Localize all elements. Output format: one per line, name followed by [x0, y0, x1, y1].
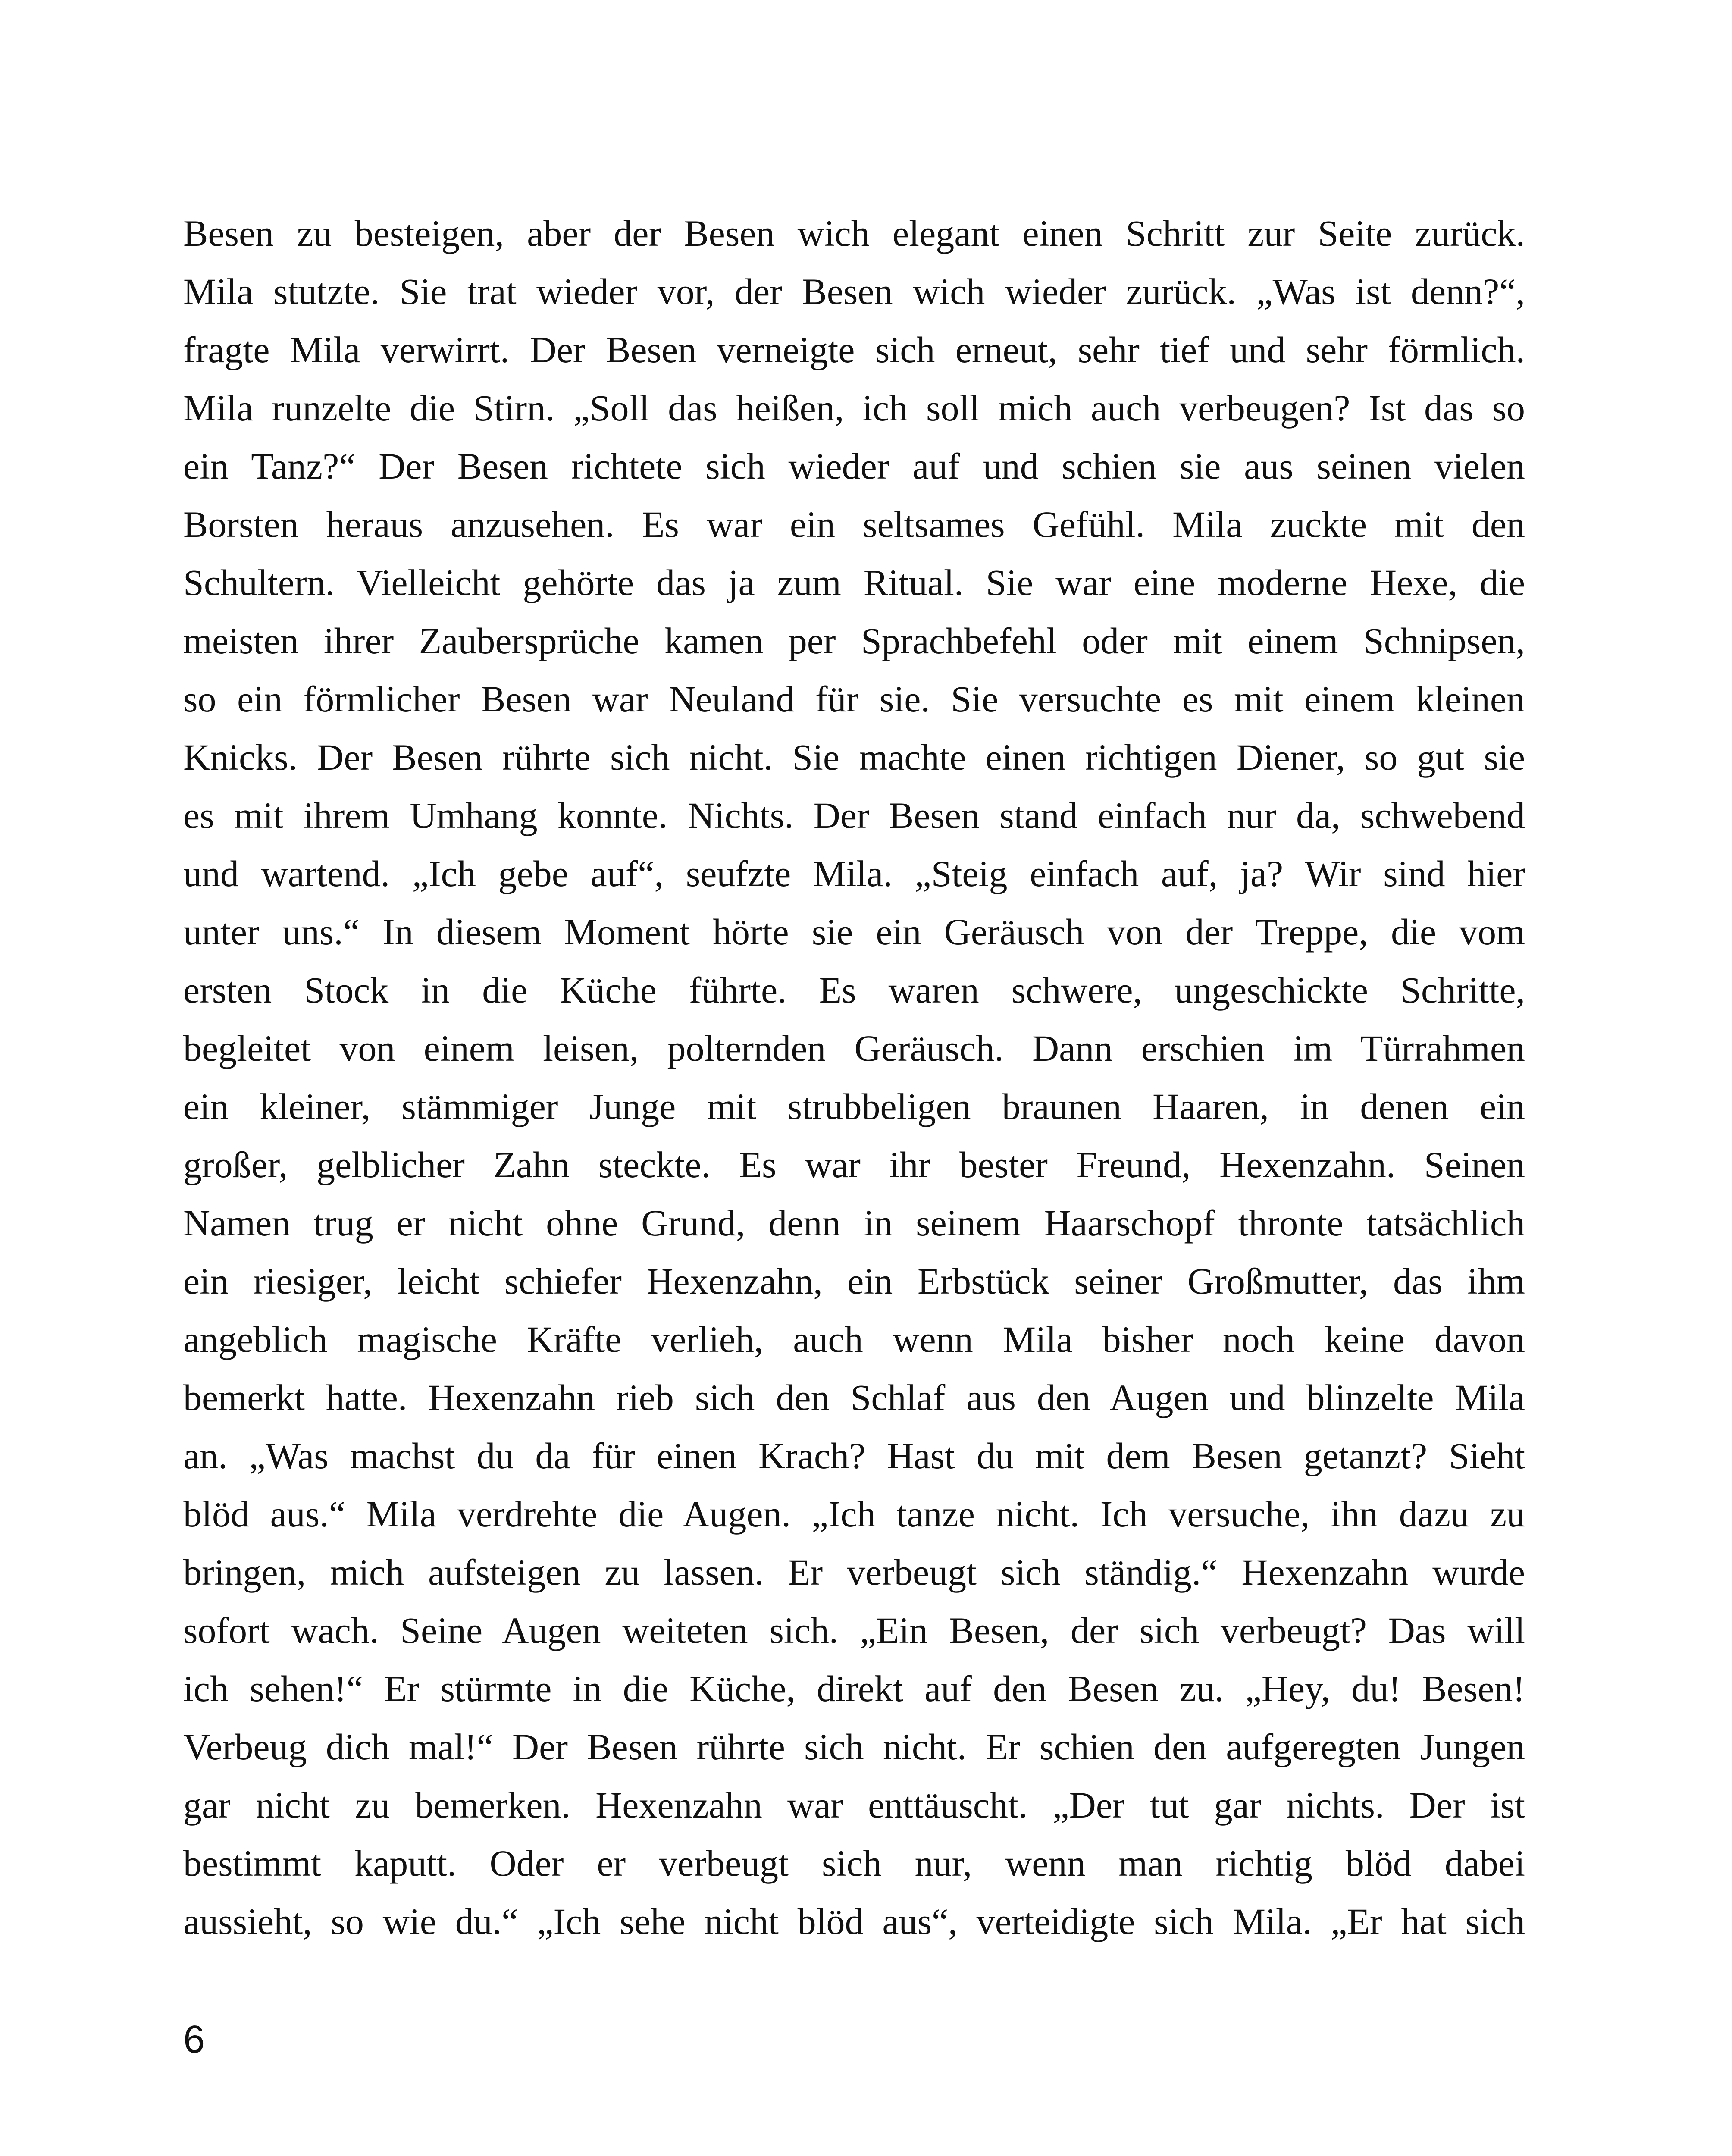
body-text [183, 204, 1525, 1951]
text-line: bestimmt kaputt. Oder er verbeugt sich nur, wenn man richtig blöd dabei [183, 1843, 1525, 1884]
page-number: 6 [183, 2018, 205, 2061]
text-line: Schultern. Vielleicht gehörte das ja zum Ritual. Sie war eine moderne Hexe, die [183, 562, 1525, 603]
text-line: bemerkt hatte. Hexenzahn rieb sich den Schlaf aus den Augen und blinzelte Mila [183, 1377, 1525, 1418]
text-line: aussieht, so wie du.“ „Ich sehe nicht blöd aus“, verteidigte sich Mila. „Er hat sich [183, 1901, 1525, 1942]
text-line: Mila runzelte die Stirn. „Soll das heißen, ich soll mich auch verbeugen? Ist das so [183, 387, 1525, 429]
text-line: bringen, mich aufsteigen zu lassen. Er verbeugt sich ständig.“ Hexenzahn wurde [183, 1551, 1525, 1593]
text-line: ein Tanz?“ Der Besen richtete sich wieder auf und schien sie aus seinen vielen [183, 445, 1525, 487]
text-line: fragte Mila verwirrt. Der Besen verneigte sich erneut, sehr tief und sehr förmlich. [183, 329, 1525, 370]
text-line: blöd aus.“ Mila verdrehte die Augen. „Ich tanze nicht. Ich versuche, ihn dazu zu [183, 1493, 1525, 1535]
text-line: gar nicht zu bemerken. Hexenzahn war enttäuscht. „Der tut gar nichts. Der ist [183, 1784, 1525, 1826]
text-line: Besen zu besteigen, aber der Besen wich elegant einen Schritt zur Seite zurück. [183, 213, 1525, 254]
text-line: Verbeug dich mal!“ Der Besen rührte sich nicht. Er schien den aufgeregten Jungen [183, 1726, 1525, 1767]
text-line: ein kleiner, stämmiger Junge mit strubbeligen braunen Haaren, in denen ein [183, 1086, 1525, 1127]
text-line: Mila stutzte. Sie trat wieder vor, der Besen wich wieder zurück. „Was ist denn?“, [183, 271, 1525, 312]
text-line: Knicks. Der Besen rührte sich nicht. Sie machte einen richtigen Diener, so gut sie [183, 736, 1525, 778]
text-line: Namen trug er nicht ohne Grund, denn in seinem Haarschopf thronte tatsächlich [183, 1202, 1525, 1244]
text-line: angeblich magische Kräfte verlieh, auch wenn Mila bisher noch keine davon [183, 1319, 1525, 1360]
text-line: begleitet von einem leisen, polternden Geräusch. Dann erschien im Türrahmen [183, 1028, 1525, 1069]
text-line: ich sehen!“ Er stürmte in die Küche, direkt auf den Besen zu. „Hey, du! Besen! [183, 1668, 1525, 1709]
text-line: ein riesiger, leicht schiefer Hexenzahn, ein Erbstück seiner Großmutter, das ihm [183, 1260, 1525, 1302]
text-line: meisten ihrer Zaubersprüche kamen per Sprachbefehl oder mit einem Schnipsen, [183, 620, 1525, 661]
text-line: ersten Stock in die Küche führte. Es waren schwere, ungeschickte Schritte, [183, 969, 1525, 1011]
text-line: es mit ihrem Umhang konnte. Nichts. Der Besen stand einfach nur da, schwebend [183, 795, 1525, 836]
text-line: Borsten heraus anzusehen. Es war ein seltsames Gefühl. Mila zuckte mit den [183, 504, 1525, 545]
text-line: so ein förmlicher Besen war Neuland für sie. Sie versuchte es mit einem kleinen [183, 678, 1525, 720]
text-line: an. „Was machst du da für einen Krach? Hast du mit dem Besen getanzt? Sieht [183, 1435, 1525, 1476]
text-line: großer, gelblicher Zahn steckte. Es war ihr bester Freund, Hexenzahn. Seinen [183, 1144, 1525, 1185]
text-line: sofort wach. Seine Augen weiteten sich. „Ein Besen, der sich verbeugt? Das will [183, 1610, 1525, 1651]
text-line: unter uns.“ In diesem Moment hörte sie ein Geräusch von der Treppe, die vom [183, 911, 1525, 953]
text-line: und wartend. „Ich gebe auf“, seufzte Mila. „Steig einfach auf, ja? Wir sind hier [183, 853, 1525, 894]
